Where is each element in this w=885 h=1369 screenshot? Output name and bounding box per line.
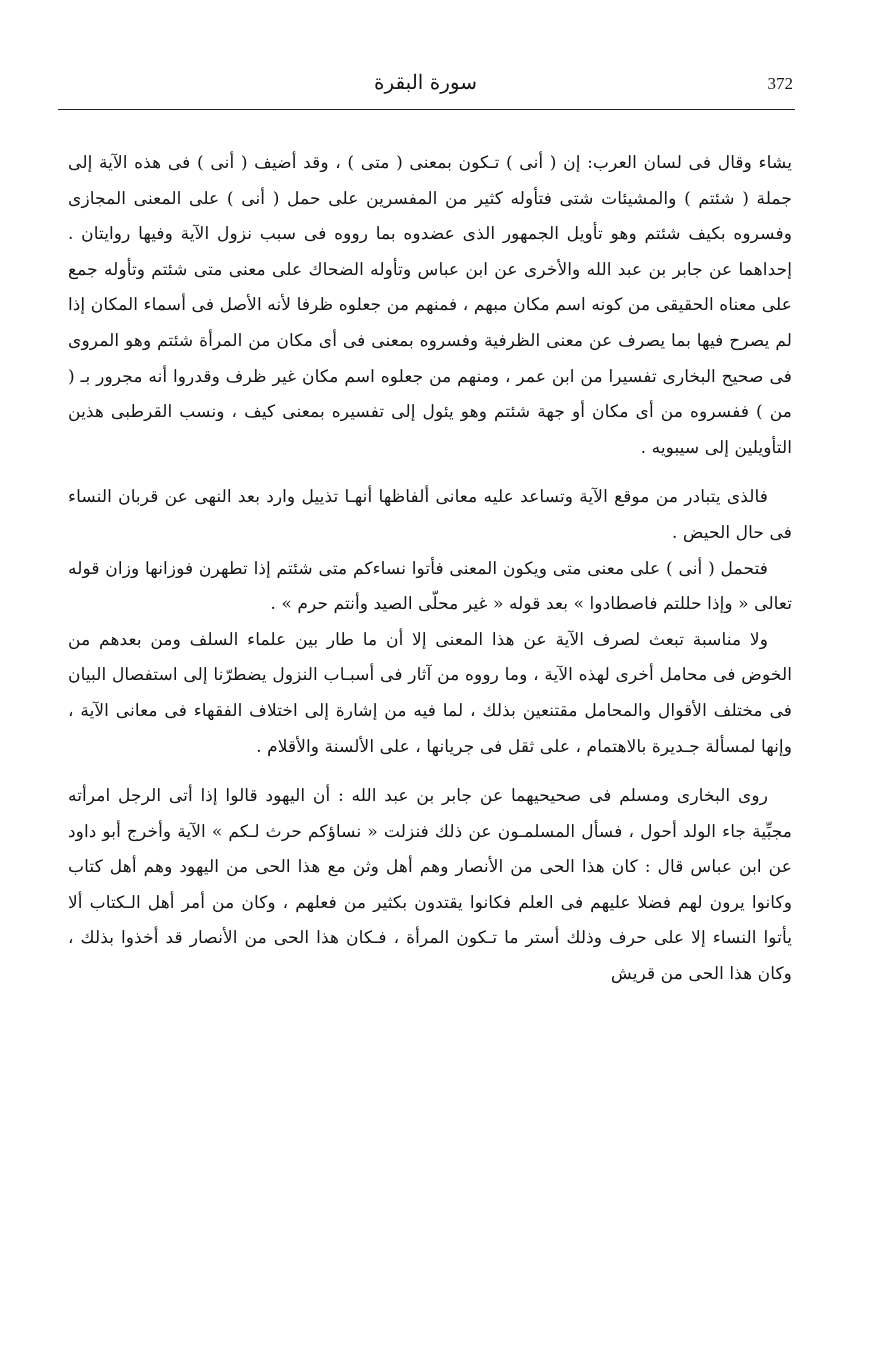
body-text: [68, 146, 792, 993]
running-title: سورة البقرة: [374, 70, 477, 94]
page-header: [58, 60, 793, 108]
paragraph: فتحمل ( أنى ) على معنى متى ويكون المعنى فأتوا نساءكم متى شئتم إذا تطهرن فوزانها وزان قوله تعالى « وإذا حللتم فاصطادوا » بعد قوله « غير محلّى الصيد وأنتم حرم » .: [68, 558, 792, 615]
header-rule: [58, 109, 795, 110]
paragraph: ولا مناسبة تبعث لصرف الآية عن هذا المعنى إلا أن ما طار بين علماء السلف ومن بعدهم من الخوض فى محامل أخرى لهذه الآية ، وما رووه من آثار فى أسبـاب النزول يضطرّنا إلى استفصال البيان فى مختلف الأقوال والمحامل مقتنعين بذلك ، لما فيه من إشارة إلى اختلاف الفقهاء فى معانى الآية ، وإنها لمسألة جـديرة بالاهتمام ، على ثقل فى جريانها ، على الألسنة والأقلام .: [68, 629, 792, 757]
page-number: 372: [767, 74, 793, 93]
paragraph: يشاء وقال فى لسان العرب: إن ( أنى ) تـكون بمعنى ( متى ) ، وقد أضيف ( أنى ) فى هذه الآية إلى جملة ( شئتم ) والمشيئات شتى فتأوله كثير من المفسرين على حمل ( أنى ) على المعنى المجازى وفسروه بكيف شئتم وهو تأويل الجمهور الذى عضدوه بما رووه فى سبب نزول الآية وفيها روايتان . إحداهما عن جابر بن عبد الله والأخرى عن ابن عباس وتأوله الضحاك على معنى متى شئتم وتأوله جمع على معناه الحقيقى من كونه اسم مكان مبهم ، فمنهم من جعلوه ظرفا لأنه الأصل فى أسماء المكان إذا لم يصرح فيها بما يصرف عن معنى الظرفية وفسروه بمعنى فى أى مكان من المرأة شئتم وهو المروى فى صحيح البخارى تفسيرا من ابن عمر ، ومنهم من جعلوه اسم مكان غير ظرف وقدروا أنه مجرور بـ ( من ) ففسروه من أى مكان أو جهة شئتم وهو يئول إلى تفسيره بمعنى كيف ، ونسب القرطبى هذين التأويلين إلى سيبويه .: [68, 153, 792, 458]
paragraph: روى البخارى ومسلم فى صحيحيهما عن جابر بن عبد الله : أن اليهود قالوا إذا أتى الرجل امرأته مجبِّية جاء الولد أحول ، فسأل المسلمـون عن ذلك فنزلت « نساؤكم حرث لـكم » الآية وأخرج أبو داود عن ابن عباس قال : كان هذا الحى من الأنصار وهم أهل وثن مع هذا الحى من اليهود وهم أهل كتاب وكانوا يرون لهم فضلا عليهم فى العلم فكانوا يقتدون بكثير من فعلهم ، وكان من أمر أهل الـكتاب ألا يأتوا النساء إلا على حرف وذلك أستر ما تـكون المرأة ، فـكان هذا الحى من الأنصار قد أخذوا بذلك ، وكان هذا الحى من قريش: [68, 786, 792, 985]
paragraph: فالذى يتبادر من موقع الآية وتساعد عليه معانى ألفاظها أنهـا تذييل وارد بعد النهى عن قربان النساء فى حال الحيض .: [68, 487, 792, 543]
